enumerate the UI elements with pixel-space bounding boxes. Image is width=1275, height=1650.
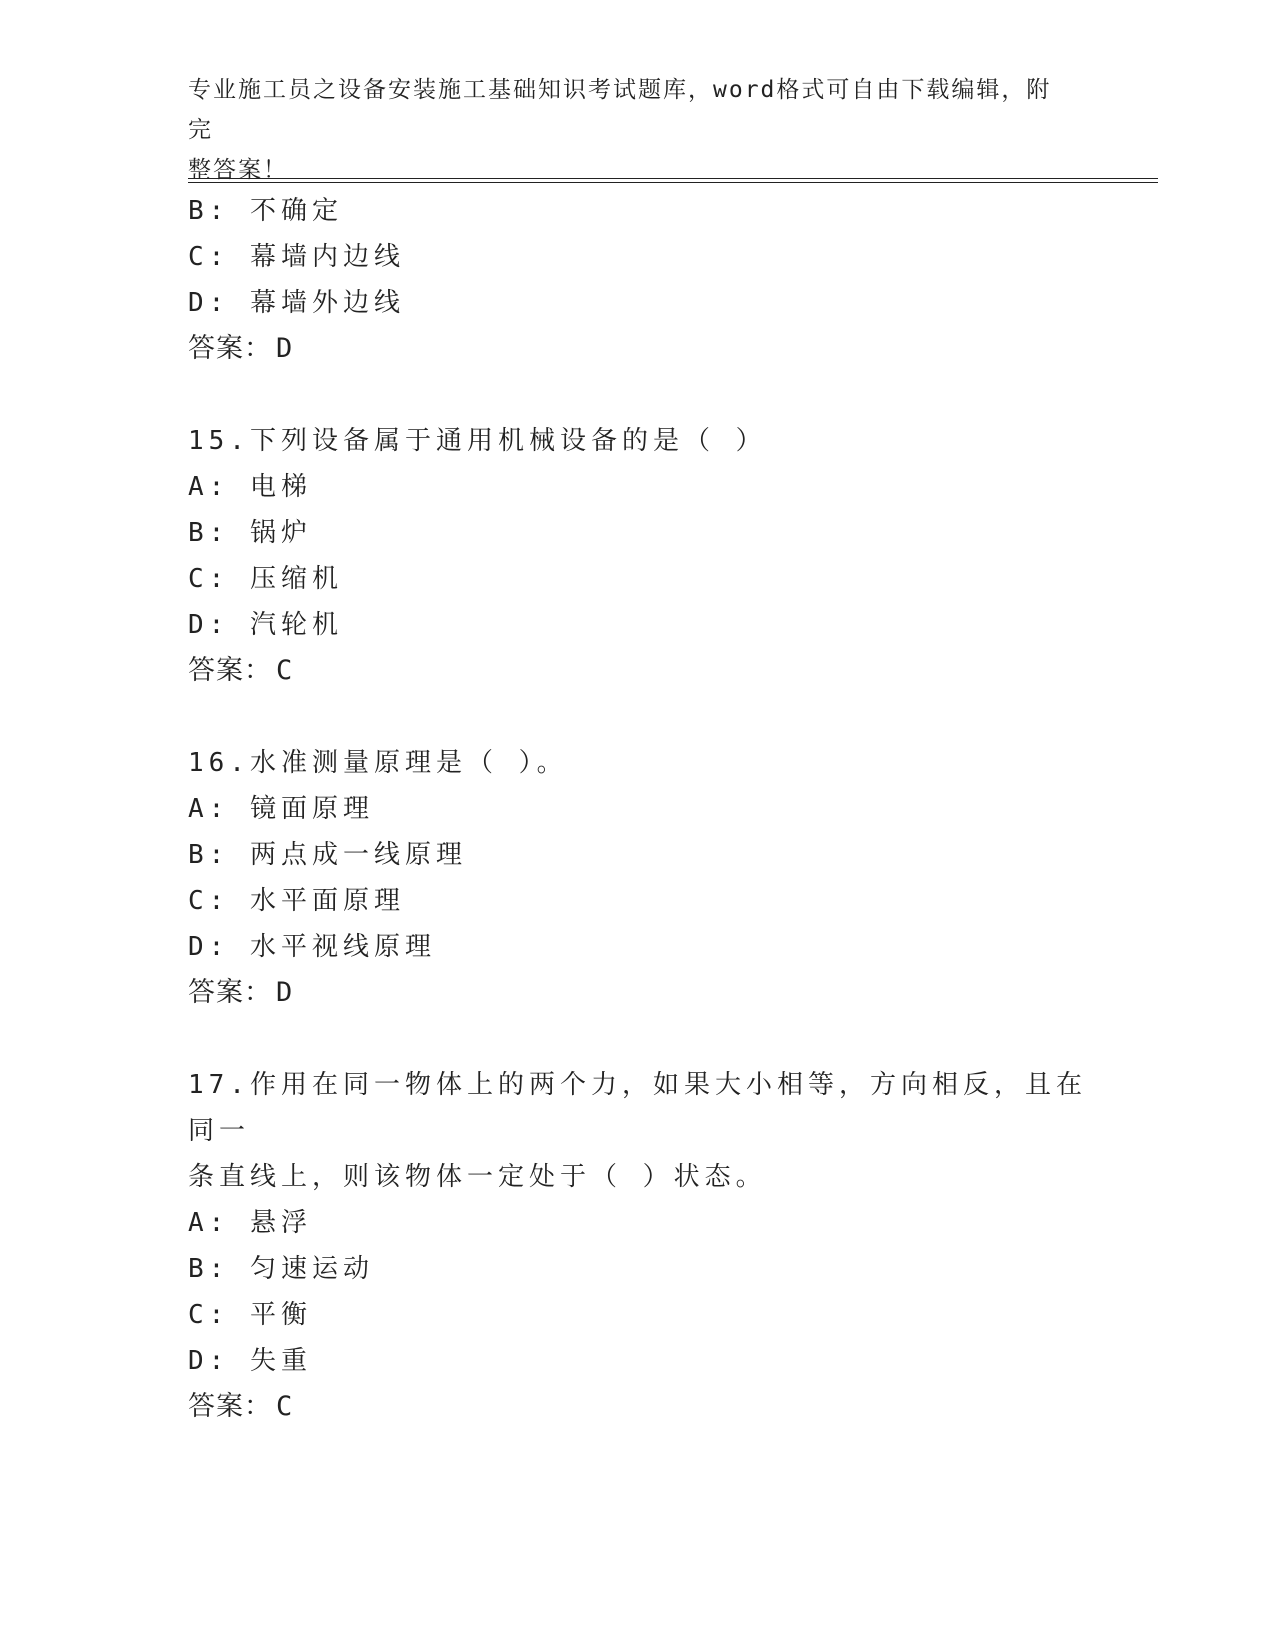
question-stem-line-1: 17.作用在同一物体上的两个力，如果大小相等，方向相反，且在同一 [188,1070,1087,1146]
option-d: D: 幕墙外边线 [188,288,405,318]
option-c: C: 平衡 [188,1300,312,1330]
option-c: C: 幕墙内边线 [188,242,405,272]
answer-value: D [276,977,294,1008]
answer-line [188,1384,1088,1430]
spacer [188,1016,1088,1062]
option-a: A: 镜面原理 [188,794,374,824]
option-b: B: 匀速运动 [188,1254,374,1284]
header-divider [188,178,1158,183]
answer-line [188,970,1088,1016]
option-b: B: 两点成一线原理 [188,840,467,870]
option-d: D: 水平视线原理 [188,932,436,962]
previous-question-tail [188,188,1088,372]
question-15 [188,418,1088,694]
option-a: A: 悬浮 [188,1208,312,1238]
answer-line [188,648,1088,694]
answer-label: 答案： [188,977,272,1008]
document-header [188,70,1068,190]
option-d: D: 汽轮机 [188,610,343,640]
answer-line [188,326,1088,372]
answer-label: 答案： [188,333,272,364]
header-line-2: 整答案！ [188,157,288,183]
question-16 [188,740,1088,1016]
header-line-1: 专业施工员之设备安装施工基础知识考试题库，word格式可自由下载编辑，附完 [188,77,1052,143]
question-stem: 16.水准测量原理是（ ）。 [188,748,568,778]
answer-label: 答案： [188,1391,272,1422]
option-b: B: 不确定 [188,196,343,226]
option-d: D: 失重 [188,1346,312,1376]
option-c: C: 水平面原理 [188,886,405,916]
question-stem: 15.下列设备属于通用机械设备的是（ ） [188,426,767,456]
answer-value: C [276,1391,294,1422]
spacer [188,372,1088,418]
option-a: A: 电梯 [188,472,312,502]
question-list [188,188,1088,1430]
question-17 [188,1062,1088,1430]
question-stem-line-2: 条直线上，则该物体一定处于（ ）状态。 [188,1162,767,1192]
option-c: C: 压缩机 [188,564,343,594]
answer-label: 答案： [188,655,272,686]
spacer [188,694,1088,740]
answer-value: C [276,655,294,686]
answer-value: D [276,333,294,364]
option-b: B: 锅炉 [188,518,312,548]
